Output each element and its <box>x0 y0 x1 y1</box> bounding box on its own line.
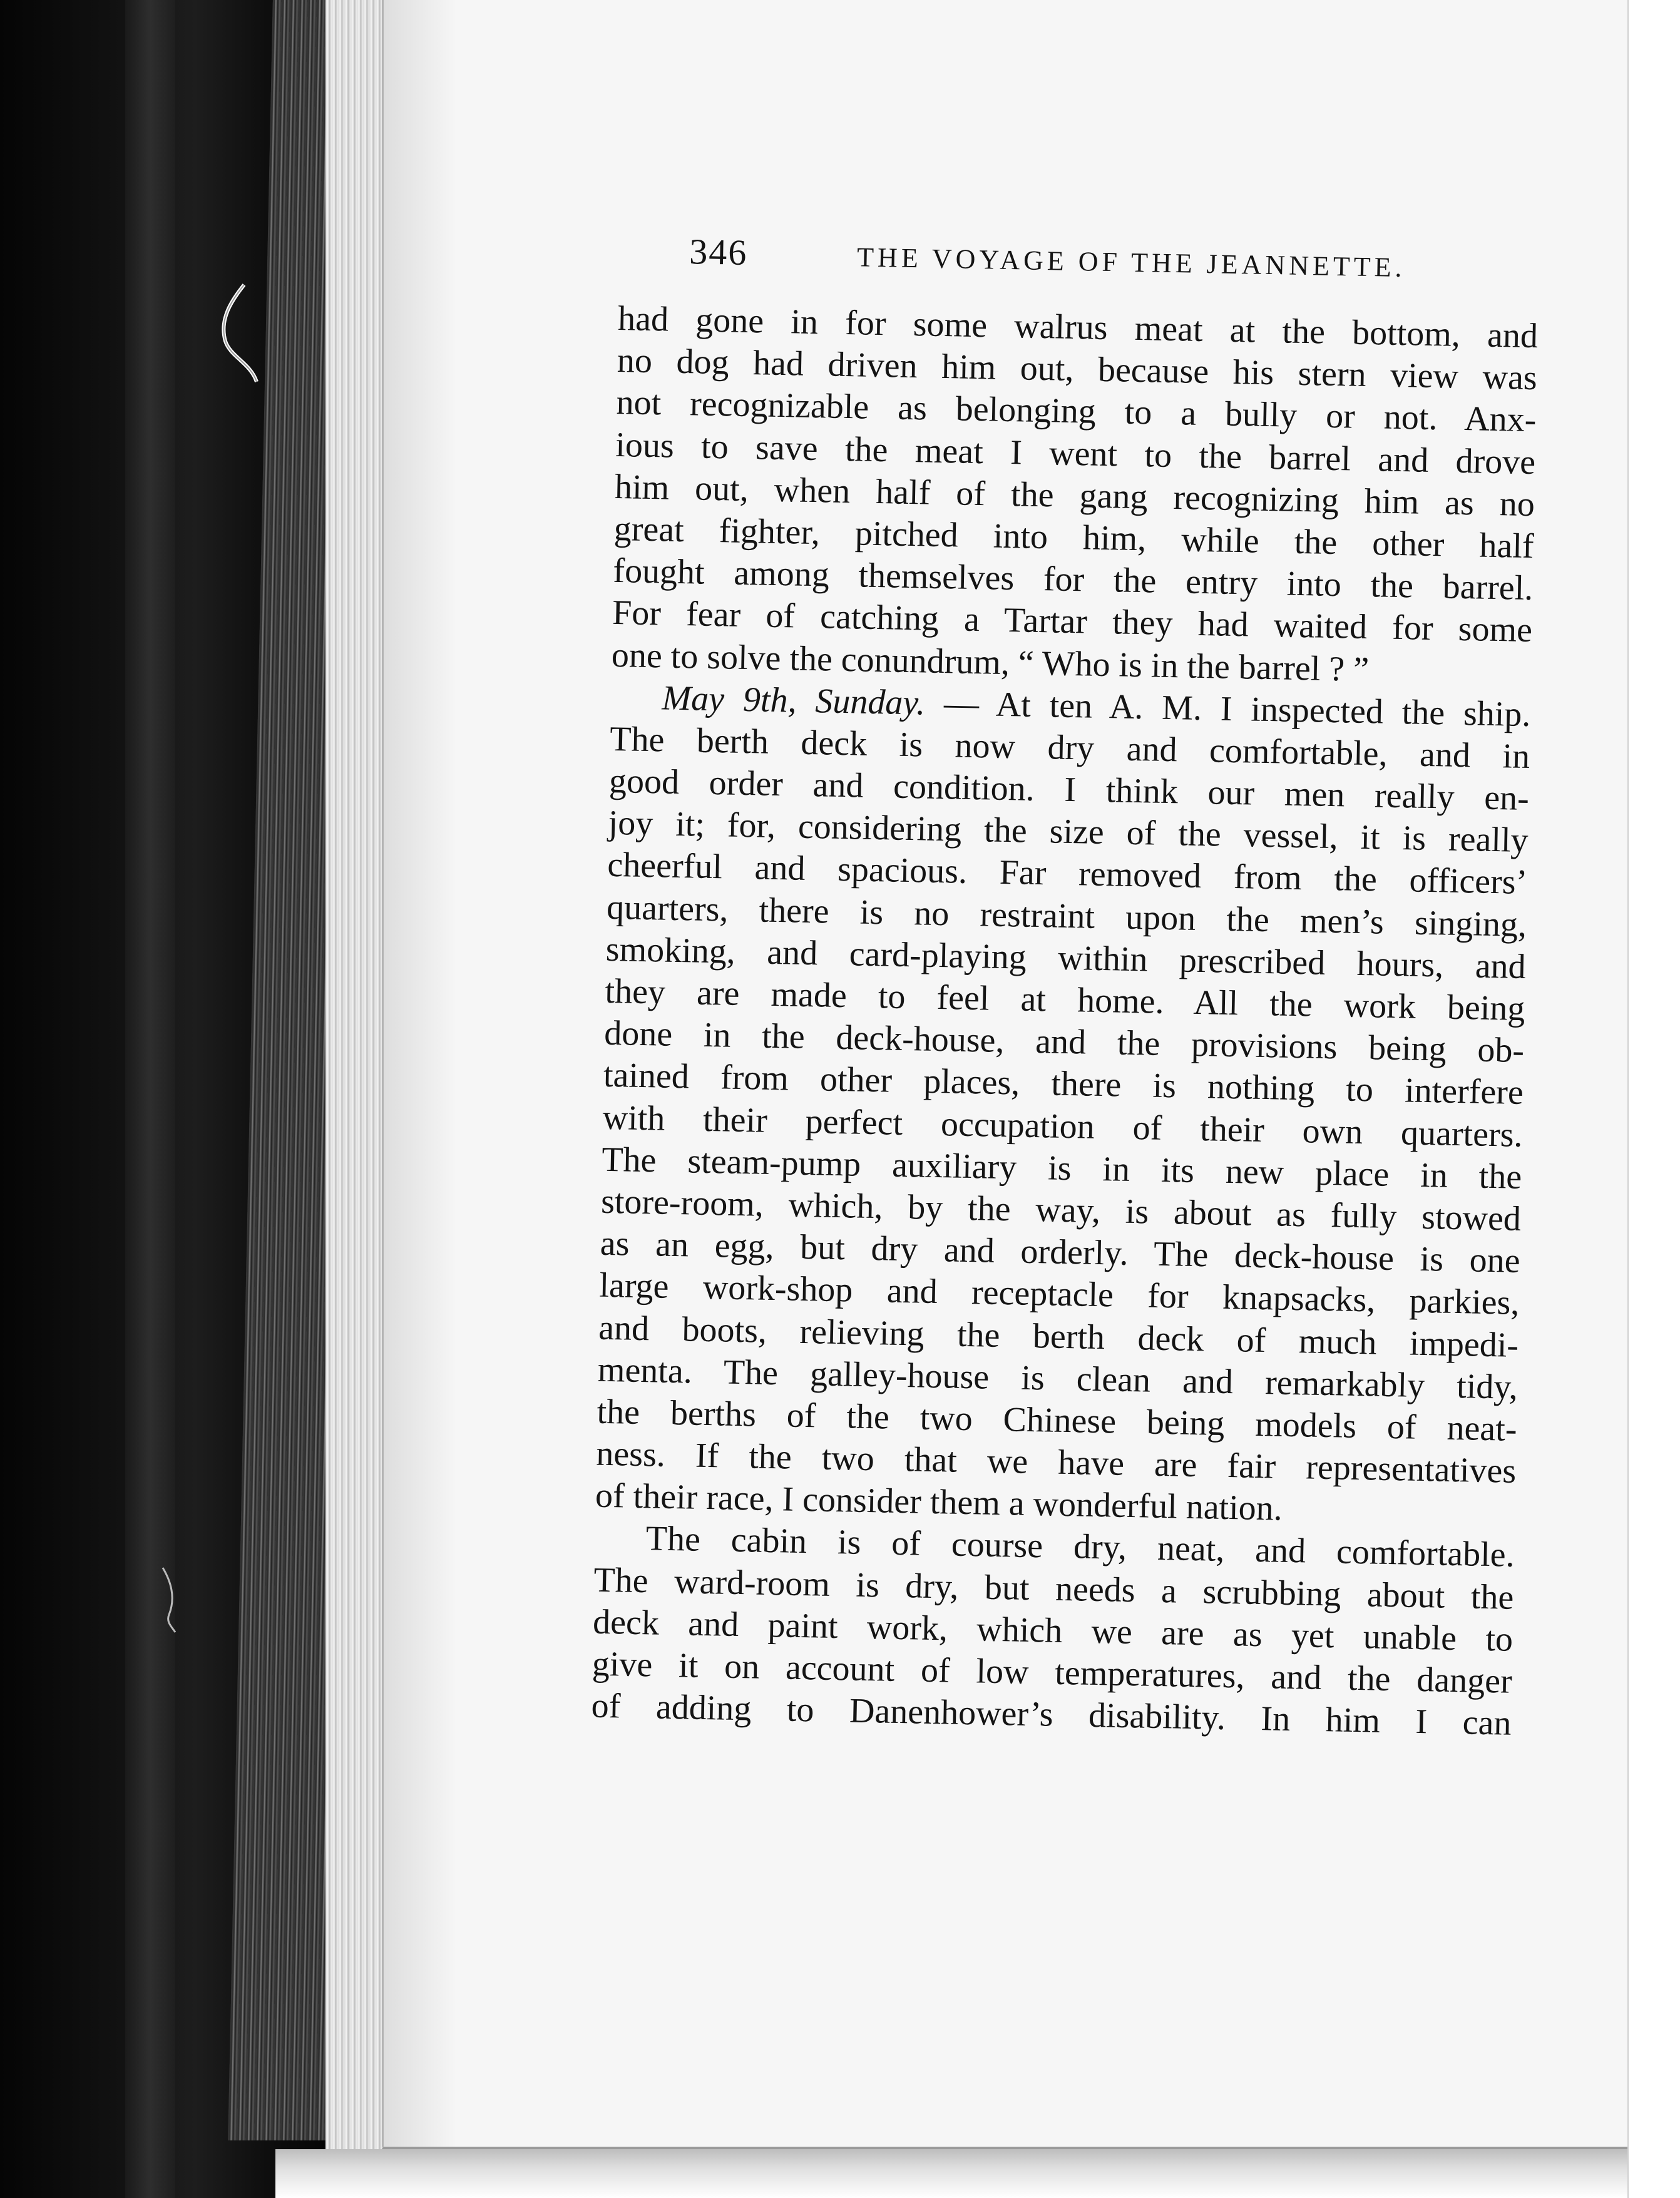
pencil-mark-icon <box>150 1565 188 1633</box>
text-line: fought among themselves for the entry into the barrel. <box>612 551 1534 608</box>
text-line: For fear of catching a Tartar they had waited for some <box>612 593 1533 650</box>
text-line: ious to save the meat I went to the barrel and drove <box>615 425 1536 482</box>
text-line: The ward-room is dry, but needs a scrubbing about the <box>593 1560 1514 1617</box>
text-line: had gone in for some walrus meat at the bottom, and <box>617 299 1539 356</box>
right-margin <box>1627 0 1680 2198</box>
cover-highlight <box>125 0 175 2198</box>
text-line: and boots, relieving the berth deck of much impedi- <box>598 1308 1519 1365</box>
text-line: deck and paint work, which we are as yet unable to <box>592 1602 1514 1659</box>
text-line: menta. The galley-house is clean and remarkably tidy, <box>597 1350 1519 1407</box>
running-title: THE VOYAGE OF THE JEANNETTE. <box>856 242 1406 284</box>
text-line: him out, when half of the gang recognizing him as no <box>614 467 1535 524</box>
text-line: large work-shop and receptacle for knapsacks, parkies, <box>598 1266 1520 1323</box>
page-number: 346 <box>689 231 748 273</box>
text-line: of their race, I consider them a wonderful nation. <box>595 1476 1283 1528</box>
text-line: of adding to Danenhower’s disability. In him I can <box>591 1686 1512 1743</box>
text-line: give it on account of low temperatures, and the danger <box>592 1644 1513 1701</box>
text-line: great fighter, pitched into him, while the other half <box>613 509 1535 566</box>
text-line: good order and condition. I think our men really en- <box>608 761 1530 819</box>
text-line: The steam-pump auxiliary is in its new place in the <box>601 1140 1522 1197</box>
text-line: the berths of the two Chinese being models of neat- <box>597 1392 1518 1449</box>
diary-date-rest: — At ten A. M. I inspected the ship. <box>943 683 1532 734</box>
text-line: they are made to feel at home. All the work being <box>605 971 1525 1028</box>
text-line: The cabin is of course dry, neat, and comfortable. <box>645 1519 1515 1575</box>
text-line: store-room, which, by the way, is about as fully stowed <box>600 1182 1522 1239</box>
text-line: quarters, there is no restraint upon the men’s singing, <box>606 887 1527 944</box>
text-line: ness. If the two that we have are fair representatives <box>595 1434 1517 1491</box>
page-text-block <box>591 229 1540 1745</box>
text-line: tained from other places, there is nothing to interfere <box>603 1056 1524 1113</box>
text-line: one to solve the conundrum, “ Who is in the barrel ? ” <box>611 635 1370 689</box>
text-line: not recognizable as belonging to a bully or not. Anx- <box>616 383 1537 440</box>
text-line: The berth deck is now dry and comfortable, and in <box>609 719 1530 776</box>
text-line: as an egg, but dry and orderly. The deck-house is one <box>600 1224 1521 1281</box>
text-line: joy it; for, considering the size of the vessel, it is really <box>608 804 1529 861</box>
diary-date: May 9th, Sunday. <box>662 678 926 723</box>
text-line: no dog had driven him out, because his stern view was <box>617 341 1538 398</box>
text-line: cheerful and spacious. Far removed from the officers’ <box>607 846 1528 902</box>
text-line: with their perfect occupation of their own quarters. <box>602 1098 1524 1155</box>
pencil-mark-icon <box>207 282 263 388</box>
page-bottom-edge <box>275 2149 1680 2198</box>
text-line: smoking, and card-playing within prescribed hours, and <box>605 929 1527 986</box>
text-line: done in the deck-house, and the provisions being ob- <box>603 1013 1525 1071</box>
gutter-shadow <box>382 0 457 2147</box>
